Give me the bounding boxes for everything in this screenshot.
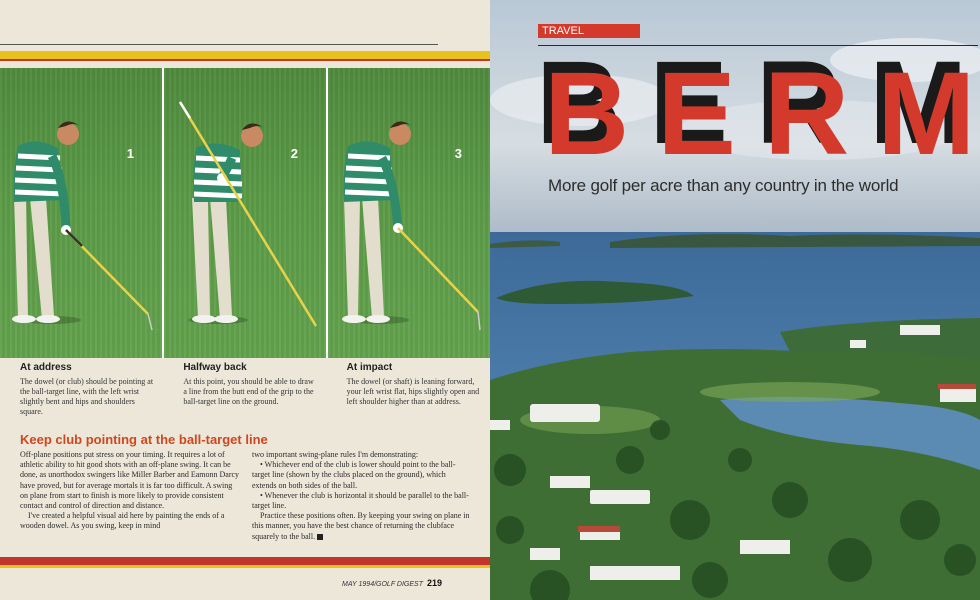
- golfer-address-illustration: [0, 68, 162, 358]
- bermuda-headline: [544, 48, 976, 180]
- caption-text: At this point, you should be able to draw a line from the butt end of the grip to the ball-target line on the ground.: [183, 377, 314, 406]
- panel-number: 2: [290, 146, 298, 161]
- article-paragraph-text: Practice these positions often. By keeping your swing on plane in this manner, you have the best chance of returning the clubface squarely to the ball.: [252, 511, 470, 541]
- caption-title: At impact: [346, 362, 393, 373]
- panel-number: 1: [126, 146, 134, 161]
- article-paragraph: Off-plane positions put stress on your timing. It requires a lot of athletic ability to hit good shots with an off-plane swing. It can be done, as unorthodox swingers like Miller Barber and Eamonn Darcy have proved, but for average mortals it is far too difficult. A swing on plane from start to finish is more likely to provide consistent contact and control of direction and distance.: [20, 450, 240, 511]
- photo-panel-address: [0, 68, 162, 358]
- headline-letter-wrap: [544, 48, 630, 180]
- article-column-2: [252, 450, 472, 542]
- photo-panel-impact: [328, 68, 490, 358]
- article-paragraph: two important swing-plane rules I'm demonstrating:: [252, 450, 419, 459]
- article-body: [20, 450, 472, 542]
- folio-text: MAY 1994/GOLF DIGEST: [342, 581, 423, 588]
- article-paragraph: I've created a helpful visual aid here by painting the ends of a wooden dowel. As you swing, keep in mind: [20, 511, 225, 531]
- photo-captions: [0, 362, 490, 422]
- caption-impact: [327, 362, 490, 422]
- article-paragraph: • Whenever the club is horizontal it should be parallel to the ball-target line.: [252, 490, 469, 511]
- bottom-red-bar: [0, 557, 490, 565]
- article-headline: Keep club pointing at the ball-target line: [20, 432, 268, 447]
- article-tagline: More golf per acre than any country in the world: [548, 176, 899, 195]
- golfer-halfway-back-illustration: [164, 68, 326, 358]
- headline-letter: E E: [657, 48, 736, 180]
- headline-letter-wrap: [877, 48, 976, 180]
- section-tag: TRAVEL: [538, 24, 640, 38]
- headline-letter: B B: [544, 48, 629, 180]
- bottom-gold-rule: [0, 565, 490, 568]
- caption-halfway-back: [163, 362, 326, 422]
- golfer-impact-illustration: [328, 68, 490, 358]
- headline-letter: R R: [764, 48, 849, 180]
- top-red-rule: [0, 59, 490, 61]
- article-paragraph: • Whichever end of the club is lower should point to the ball-target line (shown by the clubs placed on the ground), which extends on both sides of the ball.: [252, 460, 456, 490]
- caption-text: The dowel (or club) should be pointing at the ball-target line, with the left wrist slightly bent and hips and shoulders square.: [20, 377, 154, 416]
- article-column-1: [20, 450, 240, 542]
- headline-letter: M M: [877, 48, 975, 180]
- panel-number: 3: [454, 146, 462, 161]
- article-paragraph-last: [252, 511, 472, 542]
- caption-title: Halfway back: [183, 362, 247, 373]
- caption-title: At address: [20, 362, 72, 373]
- page-number: 219: [426, 578, 442, 588]
- caption-text: The dowel (or shaft) is leaning forward, your left wrist flat, hips slightly open and left shoulder higher than at address.: [346, 377, 480, 406]
- top-thin-rule: [0, 44, 438, 45]
- headline-letter-wrap: [763, 48, 850, 180]
- page-folio: [342, 578, 442, 588]
- caption-address: [0, 362, 163, 422]
- swing-photo-strip: [0, 68, 490, 358]
- end-mark-icon: [317, 534, 323, 540]
- headline-letter-wrap: [657, 48, 736, 180]
- photo-panel-halfway-back: [164, 68, 326, 358]
- right-page: [490, 0, 980, 600]
- top-gold-bar: [0, 51, 490, 59]
